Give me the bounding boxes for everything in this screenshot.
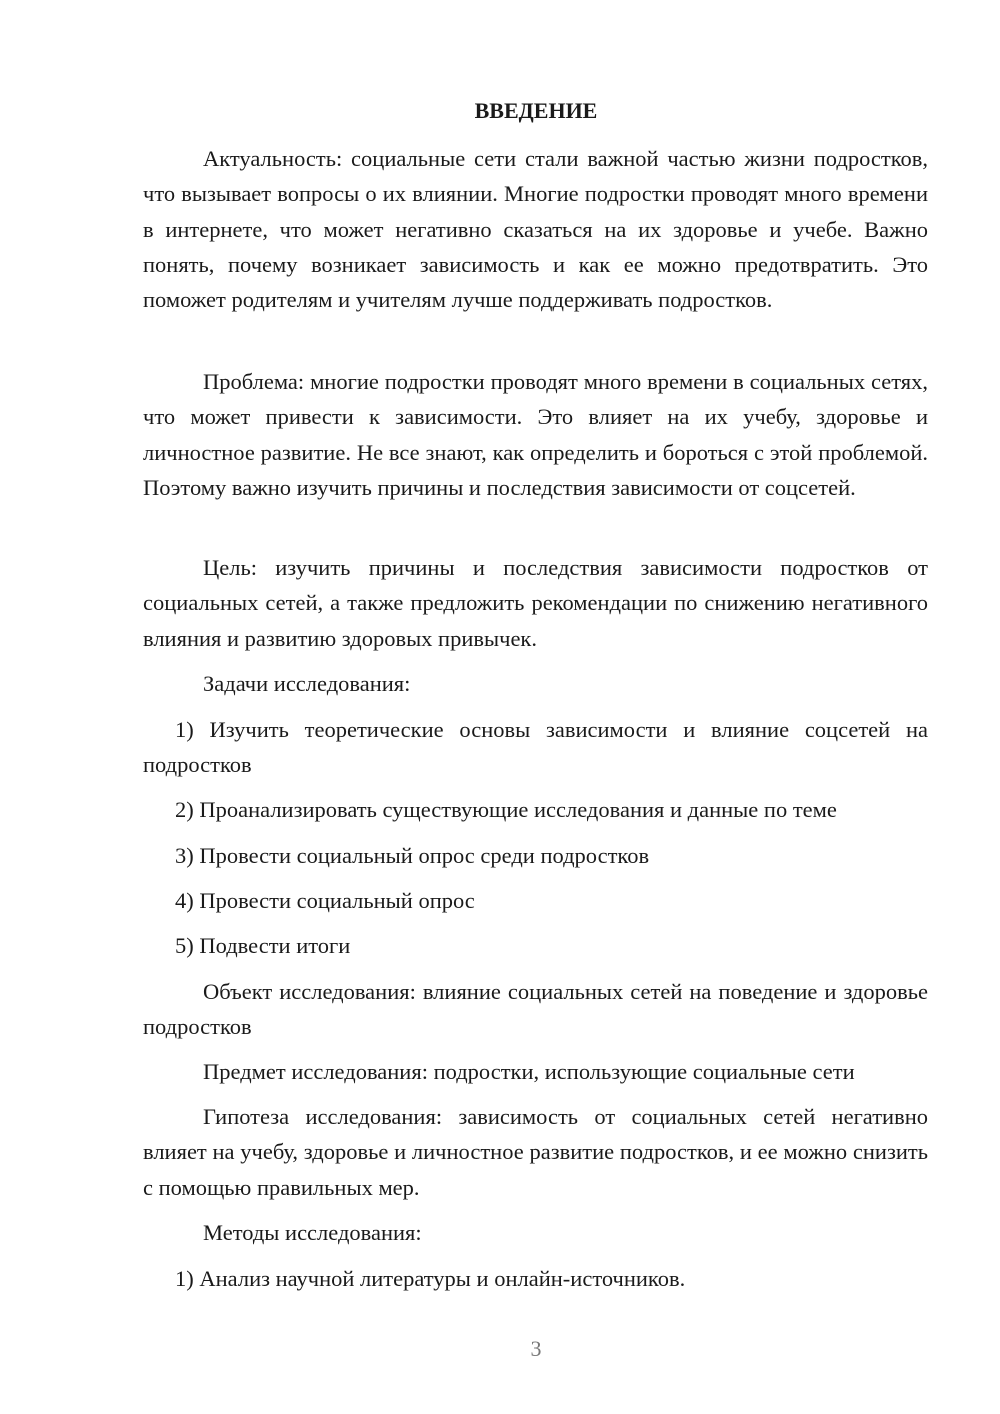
problem-paragraph	[143, 364, 928, 505]
methods-heading-paragraph	[143, 1215, 928, 1250]
tasks-heading-paragraph	[143, 666, 928, 701]
tasks-list	[143, 712, 928, 783]
hypothesis-text: Гипотеза исследования: зависимость от социальных сетей негативно влияет на учебу, здоровье и личностное развитие подростков, и ее можно снизить с помощью правильных мер.	[143, 1104, 928, 1200]
tasks-list-item-4	[143, 883, 928, 918]
tasks-list-item-2	[143, 792, 928, 827]
methods-list	[143, 1261, 928, 1296]
list-item: 1) Анализ научной литературы и онлайн-источников.	[175, 1266, 686, 1291]
page-number: 3	[530, 1336, 542, 1361]
goal-paragraph	[143, 550, 928, 656]
list-item: 1) Изучить теоретические основы зависимости и влияние соцсетей на подростков	[143, 717, 928, 778]
relevance-paragraph	[143, 141, 928, 317]
list-item: 4) Провести социальный опрос	[175, 888, 475, 913]
page-title: ВВЕДЕНИЕ	[474, 98, 598, 123]
hypothesis-paragraph	[143, 1099, 928, 1205]
object-paragraph	[143, 974, 928, 1045]
subject-text: Предмет исследования: подростки, использующие социальные сети	[203, 1059, 855, 1084]
list-item: 5) Подвести итоги	[175, 933, 351, 958]
object-text: Объект исследования: влияние социальных сетей на поведение и здоровье подростков	[143, 979, 928, 1040]
list-item: 2) Проанализировать существующие исследования и данные по теме	[175, 797, 837, 822]
goal-text: Цель: изучить причины и последствия зависимости подростков от социальных сетей, а также предложить рекомендации по снижению негативного влияния и развитию здоровых привычек.	[143, 555, 928, 651]
methods-heading: Методы исследования:	[203, 1220, 422, 1245]
relevance-text: Актуальность: социальные сети стали важной частью жизни подростков, что вызывает вопросы о их влиянии. Многие подростки проводят много времени в интернете, что может негативно сказаться на их здоровье и учебе. Важно понять, почему возникает зависимость и как ее можно предотвратить. Это поможет родителям и учителям лучше поддерживать подростков.	[143, 146, 928, 313]
tasks-heading: Задачи исследования:	[203, 671, 411, 696]
subject-paragraph	[143, 1054, 928, 1089]
list-item: 3) Провести социальный опрос среди подростков	[175, 843, 650, 868]
tasks-list-item-3	[143, 838, 928, 873]
problem-text: Проблема: многие подростки проводят много времени в социальных сетях, что может привести к зависимости. Это влияет на их учебу, здоровье и личностное развитие. Не все знают, как определить и бороться с этой проблемой. Поэтому важно изучить причины и последствия зависимости от соцсетей.	[143, 369, 928, 500]
tasks-list-item-5	[143, 928, 928, 963]
